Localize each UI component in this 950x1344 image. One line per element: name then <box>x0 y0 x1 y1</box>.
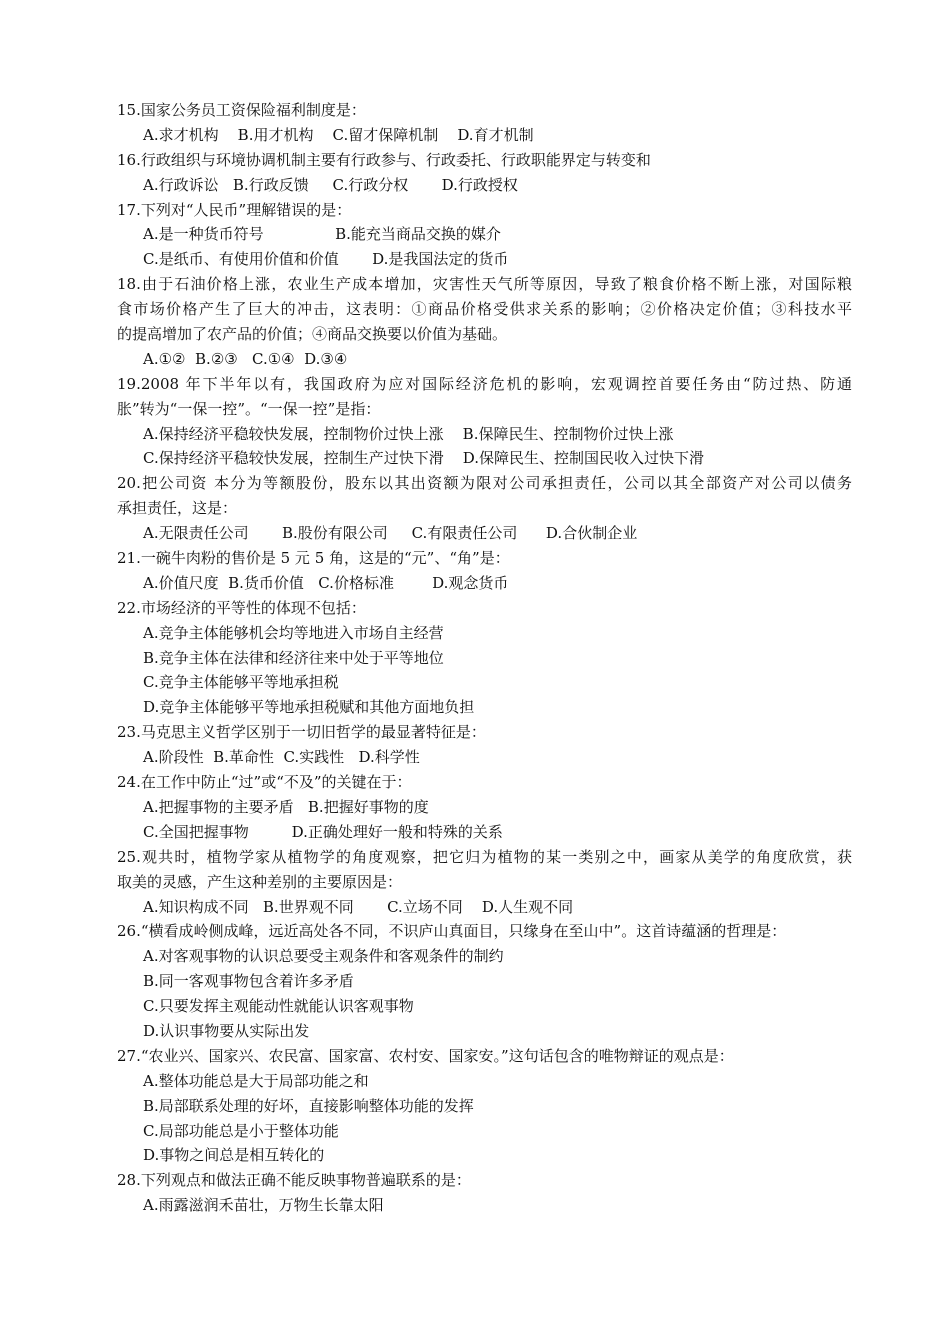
question-stem-line: 21.一碗牛肉粉的售价是 5 元 5 角，这是的“元”、“角”是： <box>117 549 510 568</box>
question-20 <box>117 471 852 546</box>
exam-document <box>117 98 852 1218</box>
question-stem-line: 23.马克思主义哲学区别于一切旧哲学的最显著特征是： <box>117 723 486 742</box>
answer-options-line: A.保持经济平稳较快发展，控制物价过快上涨 B.保障民生、控制物价过快上涨 <box>143 424 674 443</box>
answer-options-line: A.把握事物的主要矛盾 B.把握好事物的度 <box>143 797 429 816</box>
answer-options-line: A.对客观事物的认识总要受主观条件和客观条件的制约 <box>143 947 504 966</box>
question-18 <box>117 272 852 372</box>
question-stem-line: 24.在工作中防止“过”或“不及”的关键在于： <box>117 773 412 792</box>
question-stem-line: 16.行政组织与环境协调机制主要有行政参与、行政委托、行政职能界定与转变和 <box>117 150 651 169</box>
question-stem-line: 19.2008 年下半年以有，我国政府为应对国际经济危机的影响，宏观调控首要任务由“防过热、防通 <box>117 374 852 393</box>
question-stem-line: 18.由于石油价格上涨，农业生产成本增加，灾害性天气所等原因，导致了粮食价格不断上涨，对国际粮 <box>117 275 852 294</box>
question-stem-line: 食市场价格产生了巨大的冲击，这表明：①商品价格受供求关系的影响；②价格决定价值；③科技水平 <box>117 300 852 319</box>
question-21 <box>117 546 852 596</box>
question-stem-line: 20.把公司资 本分为等额股份，股东以其出资额为限对公司承担责任，公司以其全部资产对公司以债务 <box>117 474 852 493</box>
answer-options-line: A.①② B.②③ C.①④ D.③④ <box>143 349 348 368</box>
answer-options-line: A.竞争主体能够机会均等地进入市场自主经营 <box>143 623 444 642</box>
answer-options-line: B.局部联系处理的好坏，直接影响整体功能的发挥 <box>143 1096 474 1115</box>
answer-options-line: A.整体功能总是大于局部功能之和 <box>143 1071 369 1090</box>
answer-options-line: A.行政诉讼 B.行政反馈 C.行政分权 D.行政授权 <box>143 175 518 194</box>
question-stem-line: 26.“横看成岭侧成峰，远近高处各不同，不识庐山真面目，只缘身在至山中”。这首诗蕴涵的哲理是： <box>117 922 787 941</box>
question-19 <box>117 372 852 472</box>
question-26 <box>117 919 852 1043</box>
answer-options-line: A.价值尺度 B.货币价值 C.价格标准 D.观念货币 <box>143 573 509 592</box>
answer-options-line: A.知识构成不同 B.世界观不同 C.立场不同 D.人生观不同 <box>143 897 574 916</box>
question-27 <box>117 1044 852 1168</box>
question-16 <box>117 148 852 198</box>
question-stem-line: 的提高增加了农产品的价值；④商品交换要以价值为基础。 <box>117 325 508 344</box>
question-23 <box>117 720 852 770</box>
answer-options-line: C.是纸币、有使用价值和价值 D.是我国法定的货币 <box>143 250 509 269</box>
question-stem-line: 17.下列对“人民币”理解错误的是： <box>117 200 352 219</box>
question-15 <box>117 98 852 148</box>
question-stem-line: 取美的灵感，产生这种差别的主要原因是： <box>117 872 403 891</box>
answer-options-line: D.事物之间总是相互转化的 <box>143 1146 325 1165</box>
answer-options-line: C.只要发挥主观能动性就能认识客观事物 <box>143 997 414 1016</box>
answer-options-line: C.竞争主体能够平等地承担税 <box>143 673 339 692</box>
question-stem-line: 22.市场经济的平等性的体现不包括： <box>117 598 366 617</box>
question-stem-line: 承担责任，这是： <box>117 499 238 518</box>
answer-options-line: C.全国把握事物 D.正确处理好一般和特殊的关系 <box>143 822 503 841</box>
answer-options-line: D.认识事物要从实际出发 <box>143 1021 310 1040</box>
answer-options-line: C.保持经济平稳较快发展，控制生产过快下滑 D.保障民生、控制国民收入过快下滑 <box>143 449 705 468</box>
question-17 <box>117 198 852 273</box>
question-stem-line: 25.观共时，植物学家从植物学的角度观察，把它归为植物的某一类别之中，画家从美学的角度欣赏，获 <box>117 847 852 866</box>
question-stem-line: 28.下列观点和做法正确不能反映事物普遍联系的是： <box>117 1171 471 1190</box>
question-28 <box>117 1168 852 1218</box>
answer-options-line: A.求才机构 B.用才机构 C.留才保障机制 D.育才机制 <box>143 125 534 144</box>
answer-options-line: A.是一种货币符号 B.能充当商品交换的媒介 <box>143 225 501 244</box>
question-22 <box>117 596 852 720</box>
question-stem-line: 15.国家公务员工资保险福利制度是： <box>117 101 366 119</box>
answer-options-line: A.雨露滋润禾苗壮，万物生长靠太阳 <box>143 1196 384 1215</box>
question-24 <box>117 770 852 845</box>
answer-options-line: A.无限责任公司 B.股份有限公司 C.有限责任公司 D.合伙制企业 <box>143 524 638 543</box>
answer-options-line: B.同一客观事物包含着许多矛盾 <box>143 972 354 991</box>
answer-options-line: C.局部功能总是小于整体功能 <box>143 1121 339 1140</box>
question-stem-line: 胀”转为“一保一控”。“一保一控”是指： <box>117 399 381 418</box>
answer-options-line: B.竞争主体在法律和经济往来中处于平等地位 <box>143 648 444 667</box>
question-25 <box>117 845 852 920</box>
answer-options-line: D.竞争主体能够平等地承担税赋和其他方面地负担 <box>143 698 475 717</box>
answer-options-line: A.阶段性 B.革命性 C.实践性 D.科学性 <box>143 748 420 767</box>
question-stem-line: 27.“农业兴、国家兴、农民富、国家富、农村安、国家安。”这句话包含的唯物辩证的观点是： <box>117 1046 734 1065</box>
